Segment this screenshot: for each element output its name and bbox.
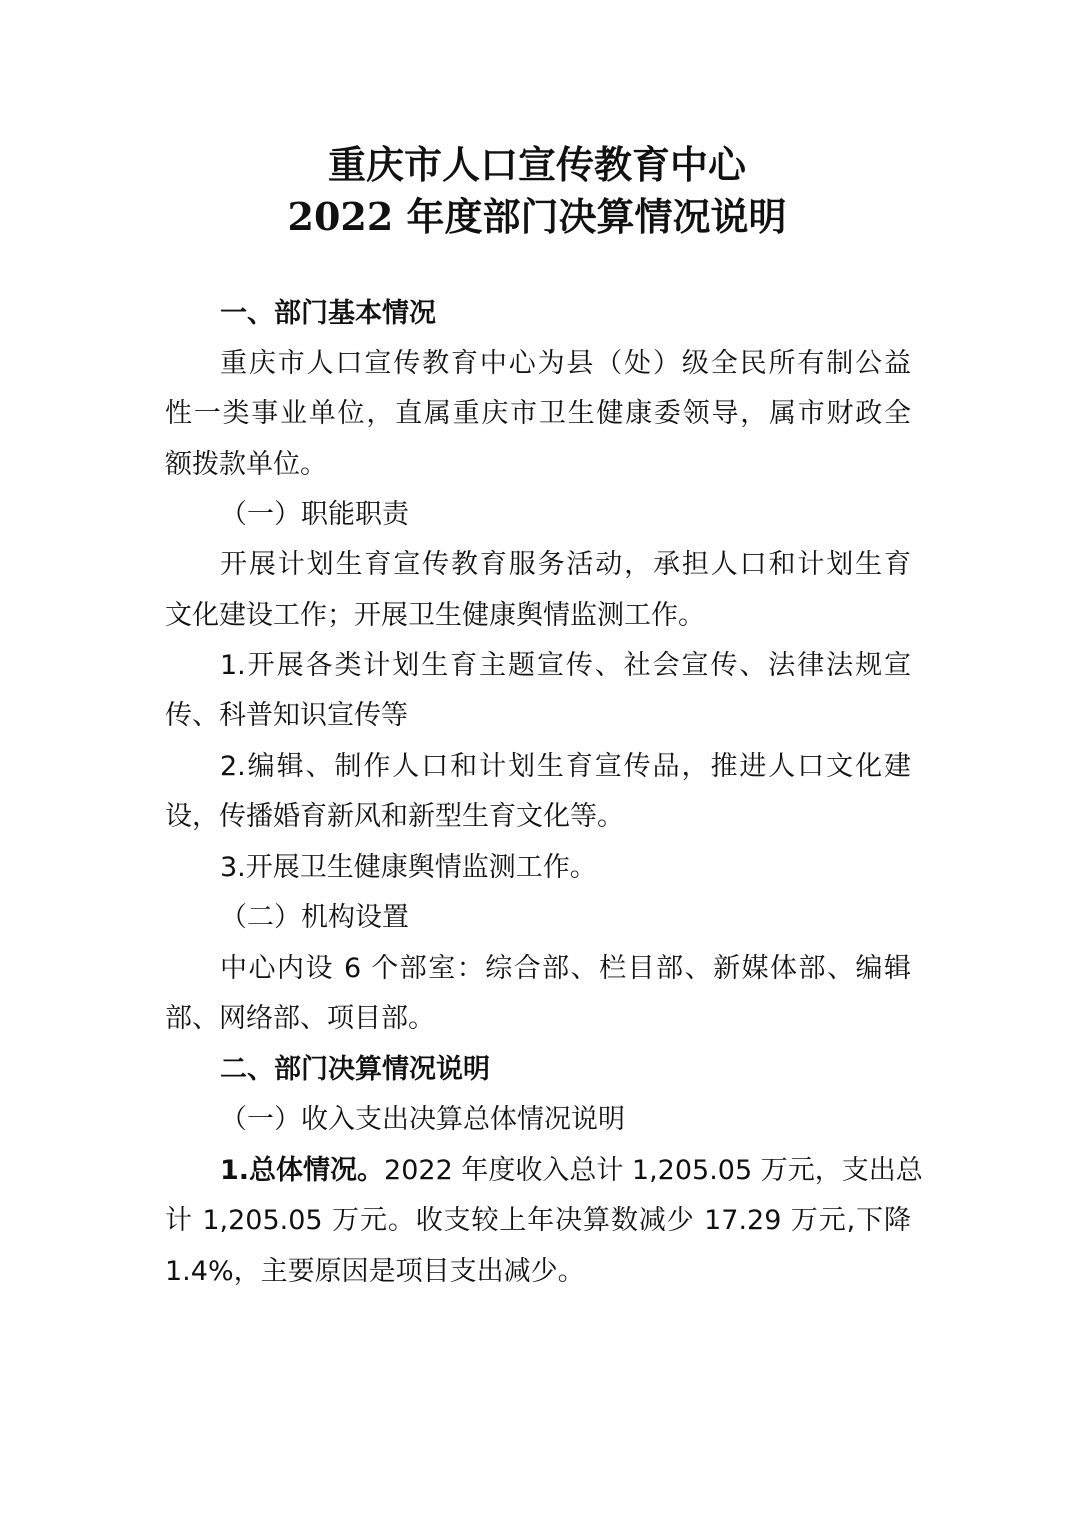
section1-item2-line2: 设，传播婚育新风和新型生育文化等。 [165, 801, 624, 832]
section1-intro-line1: 重庆市人口宣传教育中心为县（处）级全民所有制公益 [220, 348, 911, 379]
section1-sub2-para-line1: 中心内设 6 个部室：综合部、栏目部、新媒体部、编辑 [220, 953, 911, 984]
section2-item1-line3: 1.4%，主要原因是项目支出减少。 [165, 1256, 585, 1287]
overall-summary-label: 1.总体情况。 [220, 1155, 385, 1186]
overall-summary-text: 2022 年度收入总计 1,205.05 万元，支出总 [384, 1155, 923, 1186]
section1-item1-line2: 传、科普知识宣传等 [165, 700, 408, 731]
section1-sub1-para-line2: 文化建设工作；开展卫生健康舆情监测工作。 [165, 600, 705, 631]
section1-item2-line1: 2.编辑、制作人口和计划生育宣传品，推进人口文化建 [220, 751, 911, 782]
section1-heading: 一、部门基本情况 [220, 298, 436, 329]
section2-item1-line2: 计 1,205.05 万元。收支较上年决算数减少 17.29 万元,下降 [165, 1205, 911, 1236]
section1-sub2-para-line2: 部、网络部、项目部。 [165, 1003, 435, 1034]
section1-intro-line2: 性一类事业单位，直属重庆市卫生健康委领导，属市财政全 [165, 398, 911, 429]
section1-item1-line1: 1.开展各类计划生育主题宣传、社会宣传、法律法规宣 [220, 650, 911, 681]
document-title-line2: 2022 年度部门决算情况说明 [287, 194, 787, 239]
section1-sub2-heading: （二）机构设置 [220, 902, 409, 933]
document-title-line1: 重庆市人口宣传教育中心 [327, 142, 746, 187]
section1-item3: 3.开展卫生健康舆情监测工作。 [220, 852, 597, 883]
section2-sub1-heading: （一）收入支出决算总体情况说明 [220, 1104, 625, 1135]
section1-sub1-heading: （一）职能职责 [220, 499, 409, 530]
section1-sub1-para-line1: 开展计划生育宣传教育服务活动，承担人口和计划生育 [220, 549, 911, 580]
section2-heading: 二、部门决算情况说明 [220, 1054, 490, 1085]
section2-item1-line1 [220, 1154, 923, 1188]
section1-intro-line3: 额拨款单位。 [165, 449, 327, 480]
